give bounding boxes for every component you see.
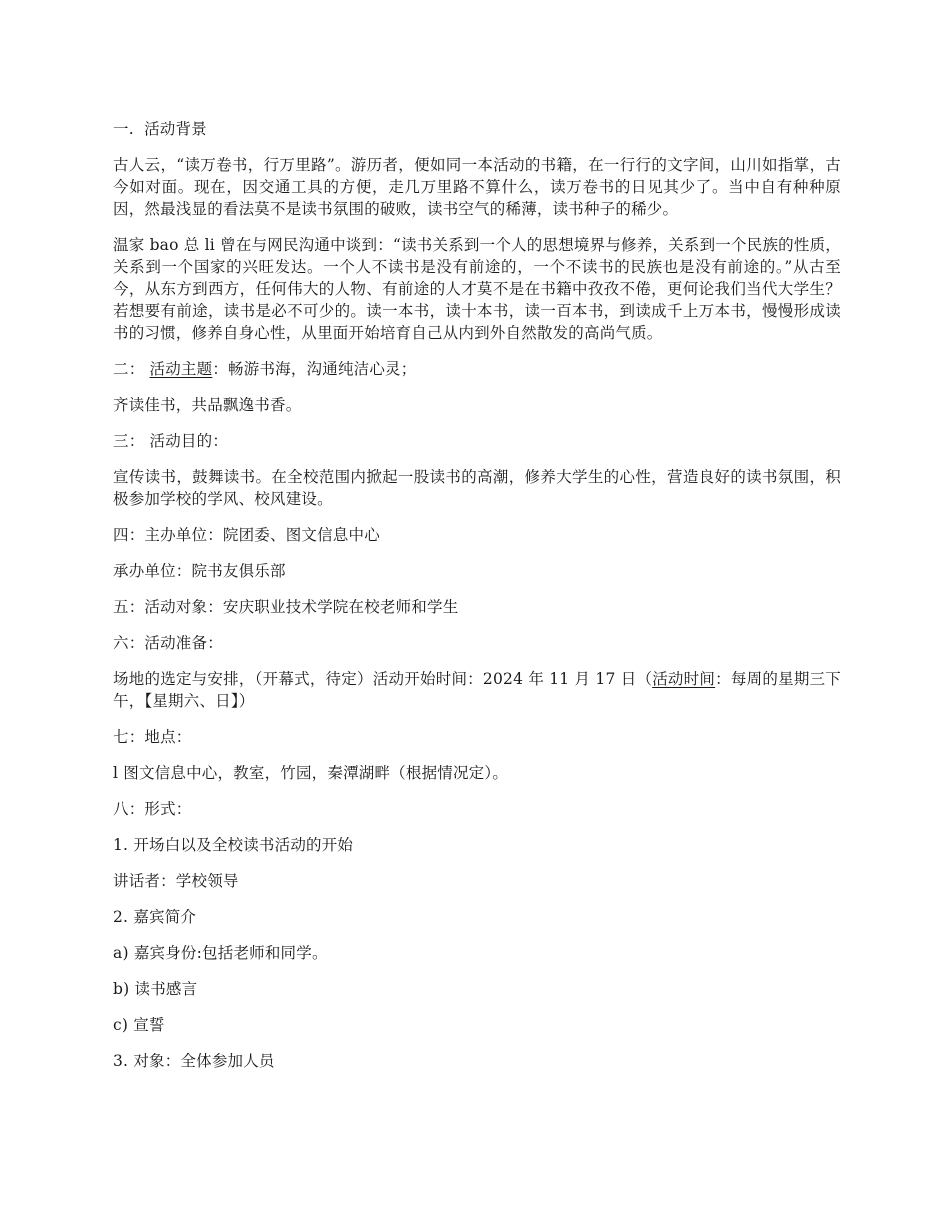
oath-line: c) 宣誓 bbox=[113, 1016, 165, 1034]
activity-time-underlined: 活动时间 bbox=[652, 670, 716, 688]
guest-identity-line: a) 嘉宾身份:包括老师和同学。 bbox=[113, 944, 328, 962]
theme-prefix: 二： bbox=[113, 360, 150, 378]
purpose-paragraph: 宣传读书，鼓舞读书。在全校范围内掀起一股读书的高潮，修养大学生的心性，营造良好的读书氛围，积极参加学校的学风、校风建设。 bbox=[113, 468, 841, 508]
preparation-suffix: ：每周的星期三下午，【星期六、日】） bbox=[113, 670, 841, 710]
section-heading-location: 七：地点： bbox=[113, 728, 192, 746]
format-item-1: 1. 开场白以及全校读书活动的开始 bbox=[113, 836, 354, 854]
background-paragraph-2: 温家 bao 总 li 曾在与网民沟通中谈到：“读书关系到一个人的思想境界与修养，关系到一个民族的性质，关系到一个国家的兴旺发达。一个人不读书是没有前途的，一个不读书的民族也是没有前途的。”从古至今，从东方到西方，任何伟大的人物、有前途的人才莫不是在书籍中孜孜不倦，更何论我们当代大学生？若想要有前途，读书是必不可少的。读一本书，读十本书，读一百本书，到读成千上万本书，慢慢形成读书的习惯，修养自身心性，从里面开始培育自己从内到外自然散发的高尚气质。 bbox=[113, 236, 841, 342]
theme-label-underlined: 活动主题 bbox=[149, 360, 213, 378]
background-paragraph-1: 古人云，“读万卷书，行万里路”。游历者，便如同一本活动的书籍，在一行行的文字间，山川如指掌，古今如对面。现在，因交通工具的方便，走几万里路不算什么，读万卷书的日见其少了。当中自有种种原因，然最浅显的看法莫不是读书氛围的破败，读书空气的稀薄，读书种子的稀少。 bbox=[113, 156, 841, 218]
audience-line: 五：活动对象：安庆职业技术学院在校老师和学生 bbox=[113, 598, 459, 616]
reading-reflection-line: b) 读书感言 bbox=[113, 980, 198, 998]
section-heading-background: 一. 活动背景 bbox=[113, 120, 207, 138]
organizer-line: 四：主办单位：院团委、图文信息中心 bbox=[113, 526, 380, 544]
format-item-2: 2. 嘉宾简介 bbox=[113, 908, 197, 926]
co-organizer-line: 承办单位：院书友俱乐部 bbox=[113, 562, 286, 580]
format-item-3: 3. 对象：全体参加人员 bbox=[113, 1052, 275, 1070]
document-body bbox=[113, 118, 841, 1086]
section-heading-format: 八：形式： bbox=[113, 800, 192, 818]
theme-line bbox=[113, 358, 841, 380]
preparation-paragraph bbox=[113, 668, 841, 712]
section-heading-preparation: 六：活动准备： bbox=[113, 634, 223, 652]
theme-line-2: 齐读佳书，共品飘逸书香。 bbox=[113, 396, 302, 414]
section-heading-purpose: 三： 活动目的： bbox=[113, 432, 229, 450]
preparation-prefix: 场地的选定与安排，（开幕式，待定）活动开始时间：2024 年 11 月 17 日（ bbox=[113, 670, 653, 688]
location-line: l 图文信息中心，教室，竹园，秦潭湖畔（根据情况定）。 bbox=[113, 764, 509, 782]
theme-text: ：畅游书海，沟通纯洁心灵； bbox=[212, 360, 417, 378]
speaker-line: 讲话者：学校领导 bbox=[113, 872, 239, 890]
